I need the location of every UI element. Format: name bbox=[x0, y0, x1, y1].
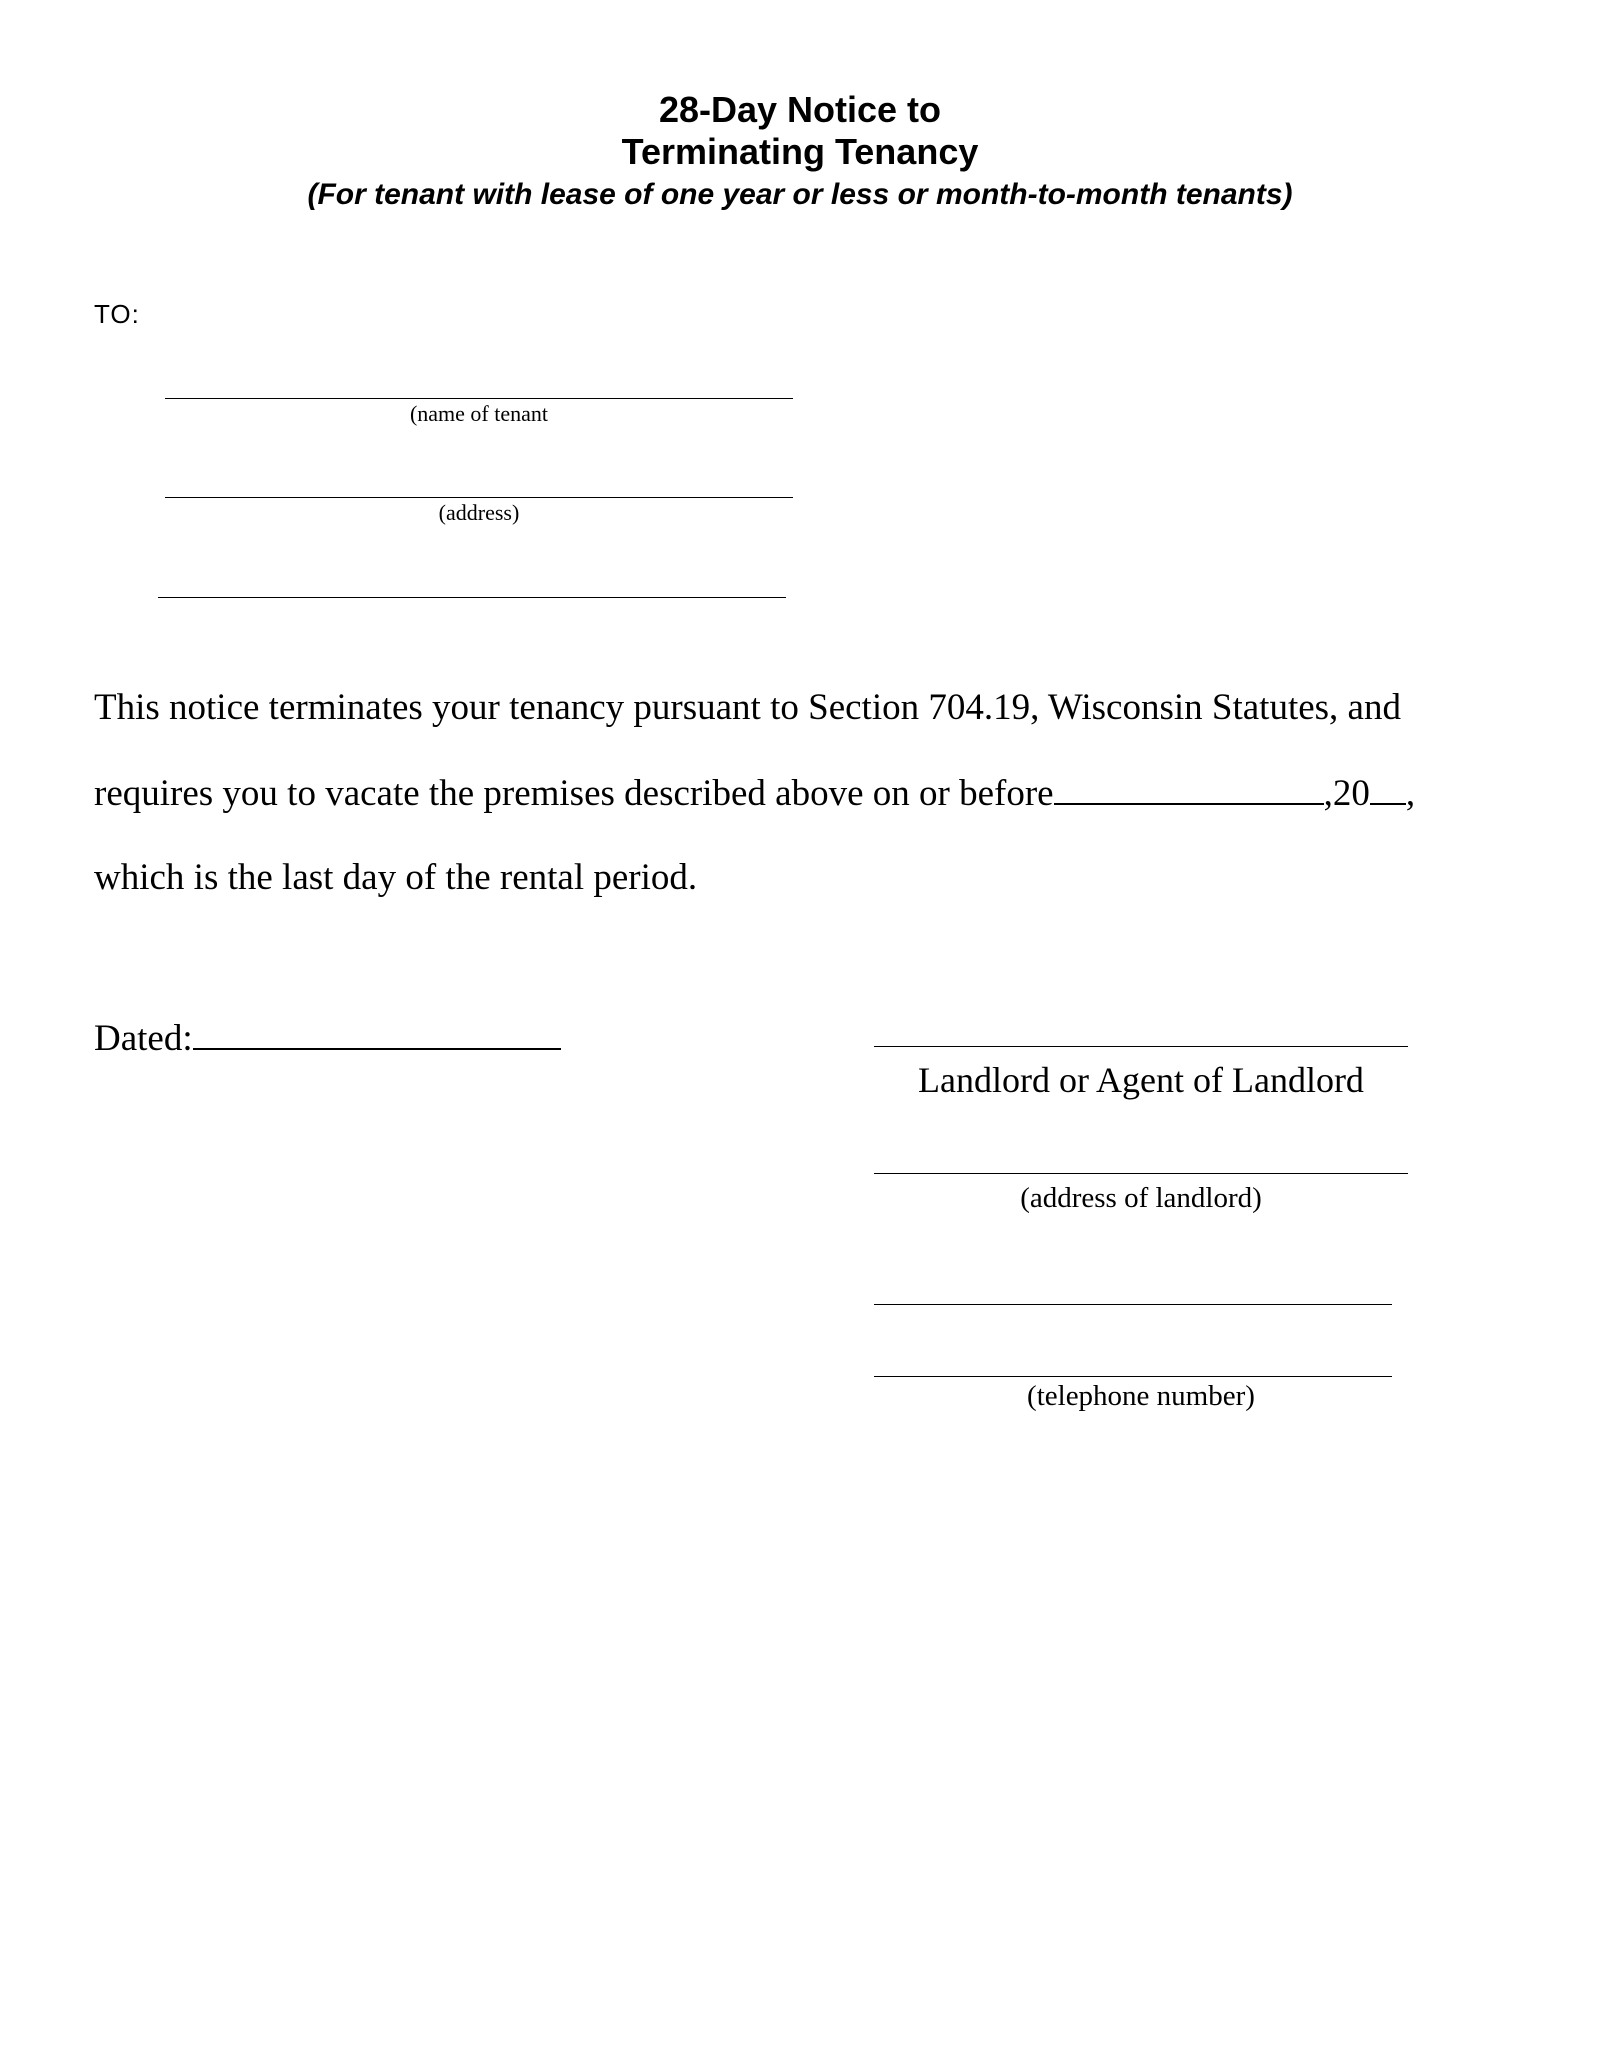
title-line-2: Terminating Tenancy bbox=[621, 131, 979, 172]
dated-label: Dated: bbox=[94, 1018, 193, 1059]
landlord-address-line-2[interactable] bbox=[874, 1304, 1392, 1305]
body-line-3: which is the last day of the rental period. bbox=[94, 857, 698, 898]
subtitle: (For tenant with lease of one year or less or month-to-month tenants) bbox=[307, 178, 1293, 211]
body-line-1: This notice terminates your tenancy pursuant to Section 704.19, Wisconsin Statutes, and bbox=[94, 687, 1401, 728]
telephone-caption: (telephone number) bbox=[1027, 1380, 1255, 1412]
tenant-address-caption: (address) bbox=[438, 500, 520, 525]
telephone-line[interactable] bbox=[874, 1376, 1392, 1377]
body-line-2 bbox=[94, 771, 1415, 816]
vacate-date-blank[interactable] bbox=[1054, 771, 1324, 805]
dated-blank[interactable] bbox=[193, 1016, 561, 1050]
dated-row bbox=[94, 1016, 561, 1061]
tenant-address-line-2[interactable] bbox=[158, 597, 786, 598]
year-prefix: ,20 bbox=[1323, 773, 1370, 814]
to-label: TO: bbox=[94, 299, 140, 329]
year-blank[interactable] bbox=[1370, 771, 1406, 805]
landlord-signature-caption: Landlord or Agent of Landlord bbox=[918, 1060, 1364, 1100]
title-line-1: 28-Day Notice to bbox=[658, 89, 942, 130]
body-line-2-text: requires you to vacate the premises described above on or before bbox=[94, 773, 1054, 814]
landlord-signature-line[interactable] bbox=[874, 1046, 1408, 1047]
tenant-address-line-1[interactable] bbox=[165, 497, 793, 498]
landlord-address-caption: (address of landlord) bbox=[1020, 1182, 1262, 1214]
body-line-2-comma: , bbox=[1405, 773, 1416, 814]
landlord-address-line-1[interactable] bbox=[874, 1173, 1408, 1174]
tenant-name-caption: (name of tenant bbox=[409, 401, 549, 426]
tenant-name-line[interactable] bbox=[165, 398, 793, 399]
